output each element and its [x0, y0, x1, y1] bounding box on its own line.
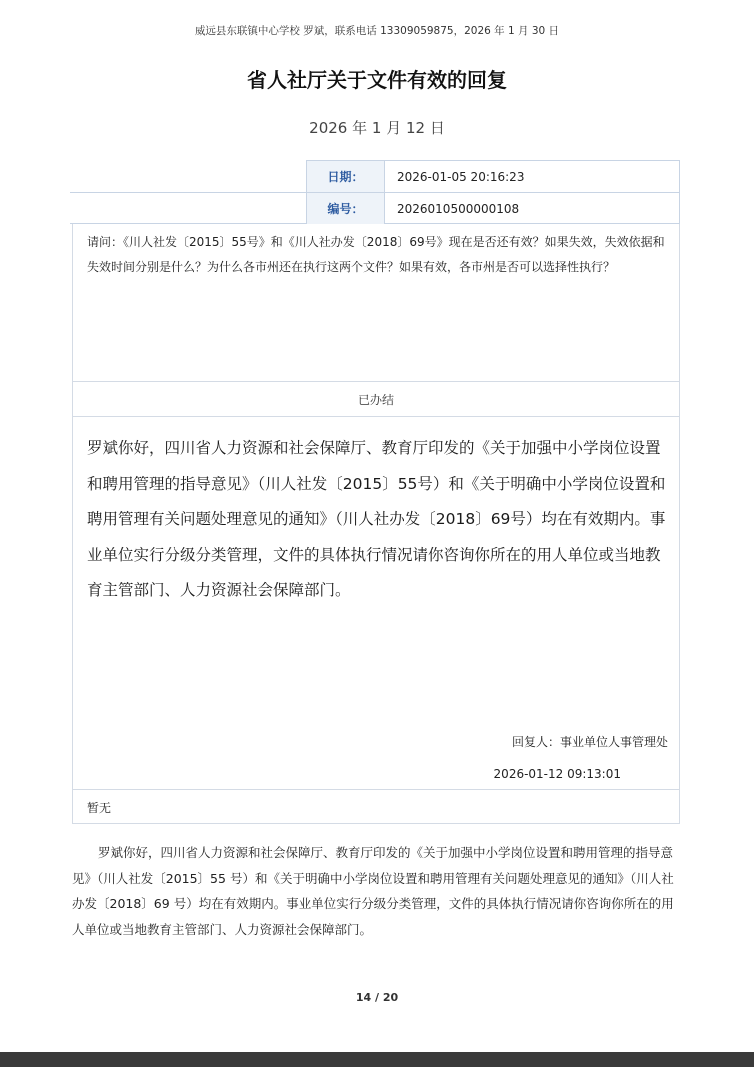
document-date: 2026 年 1 月 12 日 [309, 119, 445, 137]
number-value: 2026010500000108 [397, 201, 520, 216]
document-title: 省人社厅关于文件有效的回复 [247, 68, 507, 92]
viewer-toolbar [0, 1052, 754, 1067]
remarks-text: 暂无 [87, 801, 112, 815]
reply-time: 2026-01-12 09:13:01 [493, 767, 621, 781]
meta-divider [679, 160, 680, 224]
page-number: 14 / 20 [355, 991, 399, 1004]
reply-by: 回复人：事业单位人事管理处 [511, 735, 668, 749]
answer-box [72, 417, 680, 790]
status-text: 已办结 [357, 392, 394, 407]
summary-paragraph: 罗斌你好，四川省人力资源和社会保障厅、教育厅印发的《关于加强中小学岗位设置和聘用管理的指导意见》（川人社发〔2015〕55 号）和《关于明确中小学岗位设置和聘用管理有关问题处理意见的通知》（川人社办发〔2018〕69 号）均在有效期内。事业单位实行分级分类管理，文件的具体执行情况请你咨询你所在的用人单位或当地教育主管部门、人力资源社会保障部门。 [72, 845, 674, 937]
date-label: 日期： [307, 161, 384, 192]
question-text: 请问：《川人社发〔2015〕55号》和《川人社办发〔2018〕69号》现在是否还有效？如果失效，失效依据和失效时间分别是什么？为什么各市州还在执行这两个文件？如果有效，各市州是否可以选择性执行？ [87, 235, 665, 274]
date-value: 2026-01-05 20:16:23 [397, 169, 525, 184]
meta-table [70, 160, 680, 224]
answer-text: 罗斌你好，四川省人力资源和社会保障厅、教育厅印发的《关于加强中小学岗位设置和聘用管理的指导意见》（川人社发〔2015〕55号）和《关于明确中小学岗位设置和聘用管理有关问题处理意见的通知》（川人社办发〔2018〕69号）均在有效期内。事业单位实行分级分类管理，文件的具体执行情况请你咨询你所在的用人单位或当地教育主管部门、人力资源社会保障部门。 [87, 439, 666, 599]
page-header: 威远县东联镇中心学校 罗斌，联系电话 13309059875，2026 年 1 月 30 日 [194, 25, 560, 37]
number-label: 编号： [307, 193, 384, 224]
question-box [72, 224, 680, 382]
status-box [72, 382, 680, 417]
meta-divider [384, 160, 385, 224]
remarks-box [72, 790, 680, 824]
